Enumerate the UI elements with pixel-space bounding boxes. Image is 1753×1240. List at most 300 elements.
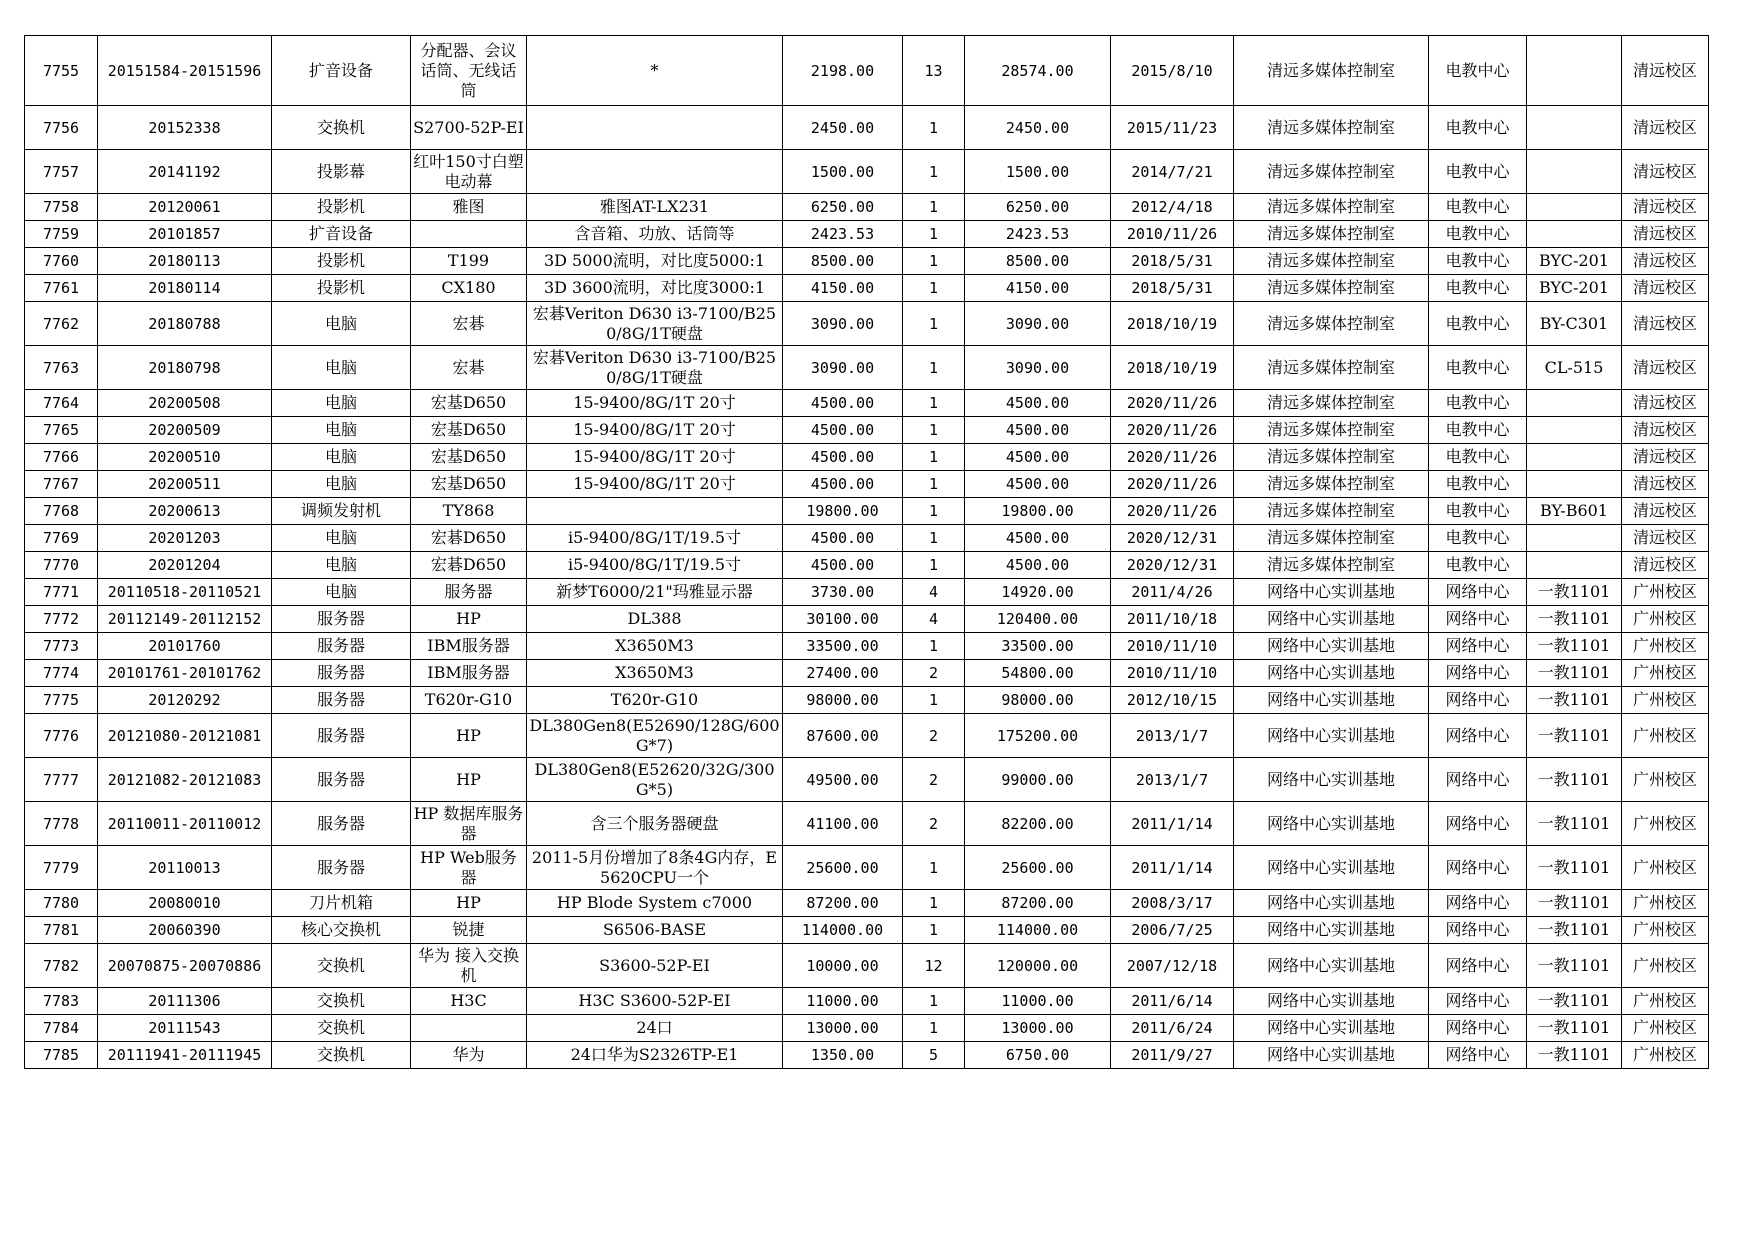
asset-table	[24, 35, 1709, 1069]
cell-category: 交换机	[272, 1042, 411, 1069]
table-row	[25, 890, 1709, 917]
cell-qty: 1	[903, 221, 965, 248]
table-row	[25, 498, 1709, 525]
cell-spec: 含三个服务器硬盘	[527, 802, 783, 846]
cell-amount: 4500.00	[965, 444, 1111, 471]
cell-qty: 5	[903, 1042, 965, 1069]
cell-dept: 电教中心	[1429, 471, 1527, 498]
cell-location: 清远多媒体控制室	[1234, 221, 1429, 248]
cell-location: 清远多媒体控制室	[1234, 346, 1429, 390]
cell-name: CX180	[411, 275, 527, 302]
table-row	[25, 221, 1709, 248]
table-row	[25, 687, 1709, 714]
cell-location: 清远多媒体控制室	[1234, 36, 1429, 106]
cell-campus: 广州校区	[1622, 758, 1709, 802]
table-row	[25, 248, 1709, 275]
cell-location: 网络中心实训基地	[1234, 944, 1429, 988]
cell-amount: 4500.00	[965, 417, 1111, 444]
cell-amount: 25600.00	[965, 846, 1111, 890]
cell-location: 网络中心实训基地	[1234, 687, 1429, 714]
cell-qty: 1	[903, 525, 965, 552]
cell-campus: 广州校区	[1622, 846, 1709, 890]
cell-location: 网络中心实训基地	[1234, 579, 1429, 606]
cell-category: 电脑	[272, 417, 411, 444]
cell-spec: T620r-G10	[527, 687, 783, 714]
cell-category: 扩音设备	[272, 221, 411, 248]
cell-dept: 电教中心	[1429, 221, 1527, 248]
cell-price: 19800.00	[783, 498, 903, 525]
cell-name: S2700-52P-EI	[411, 106, 527, 150]
cell-dept: 网络中心	[1429, 846, 1527, 890]
cell-no: 7765	[25, 417, 98, 444]
cell-qty: 1	[903, 390, 965, 417]
cell-date: 2020/12/31	[1111, 552, 1234, 579]
cell-campus: 清远校区	[1622, 248, 1709, 275]
cell-amount: 3090.00	[965, 346, 1111, 390]
cell-asset-id: 20120061	[98, 194, 272, 221]
cell-price: 3730.00	[783, 579, 903, 606]
cell-campus: 清远校区	[1622, 552, 1709, 579]
cell-amount: 33500.00	[965, 633, 1111, 660]
cell-campus: 广州校区	[1622, 917, 1709, 944]
cell-name: 雅图	[411, 194, 527, 221]
cell-room: 一教1101	[1527, 917, 1622, 944]
cell-asset-id: 20180798	[98, 346, 272, 390]
cell-asset-id: 20101761-20101762	[98, 660, 272, 687]
table-row	[25, 390, 1709, 417]
cell-qty: 1	[903, 687, 965, 714]
cell-asset-id: 20121080-20121081	[98, 714, 272, 758]
cell-amount: 114000.00	[965, 917, 1111, 944]
cell-dept: 网络中心	[1429, 606, 1527, 633]
cell-amount: 87200.00	[965, 890, 1111, 917]
cell-date: 2011/1/14	[1111, 802, 1234, 846]
cell-qty: 1	[903, 248, 965, 275]
cell-campus: 清远校区	[1622, 471, 1709, 498]
table-row	[25, 471, 1709, 498]
cell-category: 核心交换机	[272, 917, 411, 944]
cell-no: 7774	[25, 660, 98, 687]
cell-room: 一教1101	[1527, 687, 1622, 714]
cell-asset-id: 20111543	[98, 1015, 272, 1042]
cell-campus: 广州校区	[1622, 1042, 1709, 1069]
cell-dept: 电教中心	[1429, 498, 1527, 525]
cell-room: CL-515	[1527, 346, 1622, 390]
cell-date: 2011/4/26	[1111, 579, 1234, 606]
cell-room: 一教1101	[1527, 1015, 1622, 1042]
cell-no: 7784	[25, 1015, 98, 1042]
cell-price: 2423.53	[783, 221, 903, 248]
cell-name: 分配器、会议话筒、无线话筒	[411, 36, 527, 106]
cell-no: 7776	[25, 714, 98, 758]
cell-amount: 98000.00	[965, 687, 1111, 714]
cell-spec: 雅图AT-LX231	[527, 194, 783, 221]
table-row	[25, 714, 1709, 758]
cell-spec: 15-9400/8G/1T 20寸	[527, 444, 783, 471]
cell-room	[1527, 525, 1622, 552]
cell-campus: 广州校区	[1622, 1015, 1709, 1042]
cell-no: 7758	[25, 194, 98, 221]
cell-price: 49500.00	[783, 758, 903, 802]
cell-no: 7769	[25, 525, 98, 552]
cell-location: 网络中心实训基地	[1234, 1015, 1429, 1042]
cell-dept: 网络中心	[1429, 687, 1527, 714]
cell-room: 一教1101	[1527, 714, 1622, 758]
cell-campus: 广州校区	[1622, 714, 1709, 758]
cell-location: 清远多媒体控制室	[1234, 417, 1429, 444]
cell-spec: 15-9400/8G/1T 20寸	[527, 390, 783, 417]
cell-price: 1350.00	[783, 1042, 903, 1069]
cell-amount: 120400.00	[965, 606, 1111, 633]
cell-price: 114000.00	[783, 917, 903, 944]
cell-spec: 15-9400/8G/1T 20寸	[527, 471, 783, 498]
cell-spec: 含音箱、功放、话筒等	[527, 221, 783, 248]
cell-location: 网络中心实训基地	[1234, 802, 1429, 846]
table-row	[25, 802, 1709, 846]
cell-asset-id: 20201204	[98, 552, 272, 579]
cell-campus: 清远校区	[1622, 221, 1709, 248]
cell-spec: 24口	[527, 1015, 783, 1042]
cell-name: 宏基D650	[411, 471, 527, 498]
cell-campus: 清远校区	[1622, 525, 1709, 552]
table-row	[25, 846, 1709, 890]
cell-asset-id: 20110011-20110012	[98, 802, 272, 846]
cell-location: 清远多媒体控制室	[1234, 106, 1429, 150]
table-row	[25, 36, 1709, 106]
cell-category: 交换机	[272, 988, 411, 1015]
cell-campus: 广州校区	[1622, 579, 1709, 606]
cell-asset-id: 20121082-20121083	[98, 758, 272, 802]
cell-qty: 4	[903, 579, 965, 606]
cell-name: 宏基D650	[411, 390, 527, 417]
cell-no: 7755	[25, 36, 98, 106]
table-row	[25, 1015, 1709, 1042]
cell-qty: 1	[903, 346, 965, 390]
cell-dept: 网络中心	[1429, 758, 1527, 802]
cell-spec: 新梦T6000/21"玛雅显示器	[527, 579, 783, 606]
cell-category: 电脑	[272, 302, 411, 346]
cell-date: 2014/7/21	[1111, 150, 1234, 194]
cell-name: HP Web服务器	[411, 846, 527, 890]
cell-room: BYC-201	[1527, 248, 1622, 275]
cell-room	[1527, 390, 1622, 417]
cell-price: 2198.00	[783, 36, 903, 106]
cell-price: 33500.00	[783, 633, 903, 660]
cell-dept: 电教中心	[1429, 150, 1527, 194]
cell-qty: 12	[903, 944, 965, 988]
cell-name: 宏基D650	[411, 417, 527, 444]
cell-price: 4500.00	[783, 417, 903, 444]
cell-location: 网络中心实训基地	[1234, 660, 1429, 687]
cell-name	[411, 1015, 527, 1042]
cell-spec: 3D 5000流明，对比度5000:1	[527, 248, 783, 275]
cell-location: 清远多媒体控制室	[1234, 248, 1429, 275]
cell-campus: 广州校区	[1622, 633, 1709, 660]
cell-name: 服务器	[411, 579, 527, 606]
cell-asset-id: 20180788	[98, 302, 272, 346]
cell-price: 98000.00	[783, 687, 903, 714]
cell-room: BY-B601	[1527, 498, 1622, 525]
cell-date: 2020/11/26	[1111, 471, 1234, 498]
cell-no: 7763	[25, 346, 98, 390]
cell-name: 锐捷	[411, 917, 527, 944]
cell-name: TY868	[411, 498, 527, 525]
cell-asset-id: 20120292	[98, 687, 272, 714]
cell-location: 网络中心实训基地	[1234, 714, 1429, 758]
cell-date: 2015/8/10	[1111, 36, 1234, 106]
cell-asset-id: 20080010	[98, 890, 272, 917]
cell-asset-id: 20111941-20111945	[98, 1042, 272, 1069]
cell-spec: *	[527, 36, 783, 106]
cell-dept: 网络中心	[1429, 988, 1527, 1015]
cell-amount: 8500.00	[965, 248, 1111, 275]
cell-location: 网络中心实训基地	[1234, 917, 1429, 944]
cell-no: 7764	[25, 390, 98, 417]
cell-room	[1527, 552, 1622, 579]
cell-name: 华为 接入交换机	[411, 944, 527, 988]
cell-name	[411, 221, 527, 248]
cell-qty: 1	[903, 471, 965, 498]
cell-room: 一教1101	[1527, 802, 1622, 846]
cell-room: 一教1101	[1527, 606, 1622, 633]
cell-spec: DL380Gen8(E52690/128G/600G*7)	[527, 714, 783, 758]
cell-amount: 4500.00	[965, 390, 1111, 417]
cell-date: 2020/12/31	[1111, 525, 1234, 552]
table-row	[25, 444, 1709, 471]
cell-category: 电脑	[272, 525, 411, 552]
cell-asset-id: 20101857	[98, 221, 272, 248]
cell-spec	[527, 150, 783, 194]
cell-no: 7772	[25, 606, 98, 633]
table-row	[25, 944, 1709, 988]
cell-no: 7782	[25, 944, 98, 988]
cell-qty: 1	[903, 846, 965, 890]
cell-room: 一教1101	[1527, 579, 1622, 606]
cell-campus: 清远校区	[1622, 194, 1709, 221]
cell-qty: 1	[903, 302, 965, 346]
cell-price: 4150.00	[783, 275, 903, 302]
cell-location: 清远多媒体控制室	[1234, 498, 1429, 525]
cell-dept: 网络中心	[1429, 802, 1527, 846]
cell-qty: 2	[903, 802, 965, 846]
cell-asset-id: 20110013	[98, 846, 272, 890]
cell-category: 扩音设备	[272, 36, 411, 106]
cell-room	[1527, 221, 1622, 248]
cell-category: 交换机	[272, 106, 411, 150]
table-row	[25, 606, 1709, 633]
cell-date: 2013/1/7	[1111, 714, 1234, 758]
cell-category: 服务器	[272, 714, 411, 758]
cell-location: 网络中心实训基地	[1234, 988, 1429, 1015]
cell-room	[1527, 194, 1622, 221]
cell-name: IBM服务器	[411, 660, 527, 687]
cell-category: 交换机	[272, 944, 411, 988]
cell-spec: 宏碁Veriton D630 i3-7100/B250/8G/1T硬盘	[527, 346, 783, 390]
cell-category: 电脑	[272, 471, 411, 498]
cell-category: 服务器	[272, 660, 411, 687]
cell-amount: 2423.53	[965, 221, 1111, 248]
table-row	[25, 1042, 1709, 1069]
cell-room: 一教1101	[1527, 633, 1622, 660]
cell-asset-id: 20152338	[98, 106, 272, 150]
cell-asset-id: 20101760	[98, 633, 272, 660]
cell-room	[1527, 417, 1622, 444]
cell-name: 宏碁	[411, 346, 527, 390]
cell-amount: 6750.00	[965, 1042, 1111, 1069]
cell-spec: 15-9400/8G/1T 20寸	[527, 417, 783, 444]
cell-price: 4500.00	[783, 471, 903, 498]
cell-dept: 电教中心	[1429, 36, 1527, 106]
cell-location: 清远多媒体控制室	[1234, 471, 1429, 498]
cell-dept: 网络中心	[1429, 1015, 1527, 1042]
cell-name: HP 数据库服务器	[411, 802, 527, 846]
cell-date: 2011/6/24	[1111, 1015, 1234, 1042]
cell-price: 6250.00	[783, 194, 903, 221]
cell-price: 87200.00	[783, 890, 903, 917]
cell-location: 网络中心实训基地	[1234, 758, 1429, 802]
cell-category: 服务器	[272, 758, 411, 802]
cell-name: HP	[411, 606, 527, 633]
cell-room: BY-C301	[1527, 302, 1622, 346]
cell-no: 7783	[25, 988, 98, 1015]
cell-price: 4500.00	[783, 444, 903, 471]
cell-amount: 54800.00	[965, 660, 1111, 687]
cell-category: 服务器	[272, 846, 411, 890]
cell-name: H3C	[411, 988, 527, 1015]
cell-spec: 2011-5月份增加了8条4G内存，E5620CPU一个	[527, 846, 783, 890]
cell-room: 一教1101	[1527, 846, 1622, 890]
cell-amount: 28574.00	[965, 36, 1111, 106]
cell-no: 7767	[25, 471, 98, 498]
cell-price: 4500.00	[783, 390, 903, 417]
cell-qty: 1	[903, 275, 965, 302]
cell-asset-id: 20070875-20070886	[98, 944, 272, 988]
cell-price: 4500.00	[783, 525, 903, 552]
cell-qty: 1	[903, 498, 965, 525]
cell-campus: 清远校区	[1622, 36, 1709, 106]
cell-dept: 电教中心	[1429, 248, 1527, 275]
table-row	[25, 106, 1709, 150]
cell-amount: 3090.00	[965, 302, 1111, 346]
cell-location: 清远多媒体控制室	[1234, 194, 1429, 221]
cell-spec: S3600-52P-EI	[527, 944, 783, 988]
cell-campus: 清远校区	[1622, 150, 1709, 194]
cell-qty: 1	[903, 890, 965, 917]
cell-location: 清远多媒体控制室	[1234, 150, 1429, 194]
cell-dept: 网络中心	[1429, 714, 1527, 758]
cell-dept: 网络中心	[1429, 633, 1527, 660]
cell-no: 7761	[25, 275, 98, 302]
cell-qty: 2	[903, 714, 965, 758]
cell-campus: 清远校区	[1622, 106, 1709, 150]
cell-amount: 99000.00	[965, 758, 1111, 802]
table-body	[25, 36, 1709, 1069]
cell-category: 服务器	[272, 802, 411, 846]
cell-price: 87600.00	[783, 714, 903, 758]
cell-dept: 电教中心	[1429, 106, 1527, 150]
cell-qty: 1	[903, 917, 965, 944]
cell-qty: 1	[903, 633, 965, 660]
cell-location: 清远多媒体控制室	[1234, 552, 1429, 579]
cell-spec: H3C S3600-52P-EI	[527, 988, 783, 1015]
cell-spec: S6506-BASE	[527, 917, 783, 944]
cell-campus: 清远校区	[1622, 390, 1709, 417]
cell-price: 11000.00	[783, 988, 903, 1015]
cell-dept: 电教中心	[1429, 390, 1527, 417]
cell-asset-id: 20112149-20112152	[98, 606, 272, 633]
cell-no: 7780	[25, 890, 98, 917]
cell-amount: 4500.00	[965, 471, 1111, 498]
cell-amount: 120000.00	[965, 944, 1111, 988]
cell-qty: 13	[903, 36, 965, 106]
cell-campus: 清远校区	[1622, 275, 1709, 302]
cell-no: 7781	[25, 917, 98, 944]
cell-spec: 宏碁Veriton D630 i3-7100/B250/8G/1T硬盘	[527, 302, 783, 346]
cell-qty: 1	[903, 1015, 965, 1042]
cell-date: 2018/5/31	[1111, 248, 1234, 275]
cell-category: 交换机	[272, 1015, 411, 1042]
cell-asset-id: 20200509	[98, 417, 272, 444]
cell-campus: 清远校区	[1622, 444, 1709, 471]
cell-dept: 电教中心	[1429, 444, 1527, 471]
cell-name: HP	[411, 890, 527, 917]
cell-category: 刀片机箱	[272, 890, 411, 917]
cell-name: HP	[411, 758, 527, 802]
cell-price: 27400.00	[783, 660, 903, 687]
table-row	[25, 660, 1709, 687]
cell-location: 清远多媒体控制室	[1234, 444, 1429, 471]
cell-dept: 网络中心	[1429, 890, 1527, 917]
table-row	[25, 552, 1709, 579]
cell-dept: 电教中心	[1429, 417, 1527, 444]
cell-room: 一教1101	[1527, 660, 1622, 687]
cell-spec	[527, 106, 783, 150]
cell-category: 服务器	[272, 687, 411, 714]
cell-amount: 13000.00	[965, 1015, 1111, 1042]
cell-date: 2018/5/31	[1111, 275, 1234, 302]
cell-asset-id: 20180114	[98, 275, 272, 302]
table-row	[25, 150, 1709, 194]
cell-qty: 2	[903, 758, 965, 802]
cell-location: 清远多媒体控制室	[1234, 390, 1429, 417]
cell-room: BYC-201	[1527, 275, 1622, 302]
cell-amount: 4500.00	[965, 525, 1111, 552]
cell-location: 清远多媒体控制室	[1234, 302, 1429, 346]
cell-category: 投影机	[272, 248, 411, 275]
cell-no: 7768	[25, 498, 98, 525]
cell-name: 宏碁	[411, 302, 527, 346]
cell-amount: 6250.00	[965, 194, 1111, 221]
cell-date: 2018/10/19	[1111, 346, 1234, 390]
cell-no: 7771	[25, 579, 98, 606]
cell-category: 电脑	[272, 579, 411, 606]
cell-asset-id: 20111306	[98, 988, 272, 1015]
cell-spec: 3D 3600流明，对比度3000:1	[527, 275, 783, 302]
cell-date: 2011/9/27	[1111, 1042, 1234, 1069]
cell-date: 2011/6/14	[1111, 988, 1234, 1015]
cell-date: 2010/11/10	[1111, 633, 1234, 660]
cell-price: 13000.00	[783, 1015, 903, 1042]
cell-no: 7779	[25, 846, 98, 890]
cell-spec: i5-9400/8G/1T/19.5寸	[527, 525, 783, 552]
table-row	[25, 579, 1709, 606]
cell-date: 2008/3/17	[1111, 890, 1234, 917]
cell-qty: 2	[903, 660, 965, 687]
cell-price: 3090.00	[783, 302, 903, 346]
cell-dept: 网络中心	[1429, 944, 1527, 988]
cell-location: 清远多媒体控制室	[1234, 275, 1429, 302]
cell-date: 2006/7/25	[1111, 917, 1234, 944]
